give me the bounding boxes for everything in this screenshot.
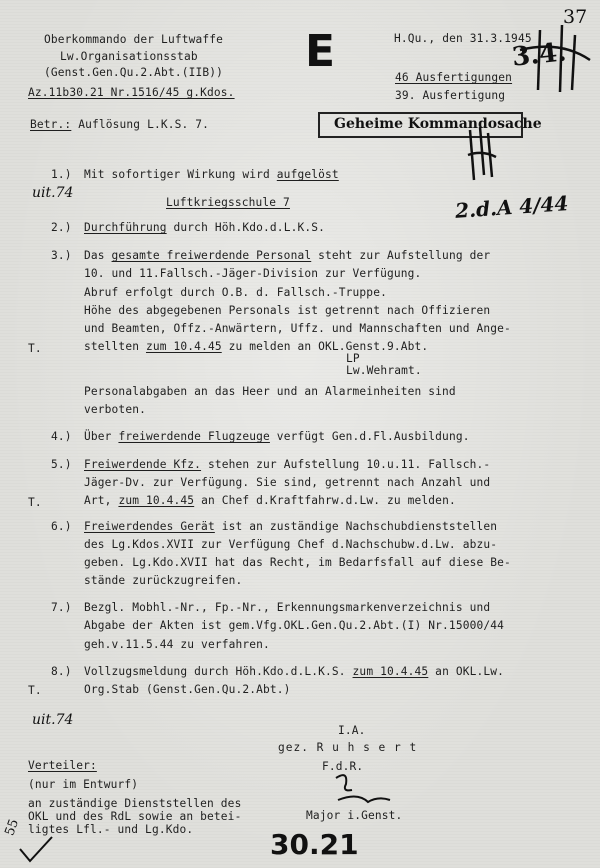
letter-e-mark: E: [305, 26, 336, 77]
stamp-scribble-icon: [462, 125, 502, 185]
item-4-number: 4.): [51, 430, 72, 443]
item-3-line-6: [84, 340, 428, 353]
item-6-line-1: [84, 520, 497, 533]
item-5-line-1: [84, 458, 490, 471]
item-3-number: 3.): [51, 249, 72, 262]
item-3-emphasis: gesamte freiwerdende Personal: [111, 249, 312, 262]
item-3-text-c: stellten: [84, 340, 146, 353]
item-5-deadline: zum 10.4.45: [118, 494, 195, 507]
initials-bottom: uit.74: [32, 712, 74, 728]
place-date: H.Qu., den 31.3.1945: [394, 32, 532, 45]
item-5-line-2: Jäger-Dv. zur Verfügung. Sie sind, getrennt nach Anzahl und: [84, 476, 491, 489]
item-3-line-8: Lw.Wehramt.: [346, 364, 422, 377]
item-3-line-9: Personalabgaben an das Heer und an Alarmeinheiten sind: [84, 385, 456, 398]
item-7-line-3: geh.v.11.5.44 zu verfahren.: [84, 638, 270, 651]
subject-label: Betr.:: [30, 118, 72, 131]
item-8-line-1: [84, 665, 504, 678]
distribution-line-3: ligtes Lfl.- und Lg.Kdo.: [28, 823, 194, 836]
item-6-number: 6.): [51, 520, 72, 533]
item-7-line-2: Abgabe der Akten ist gem.Vfg.OKL.Gen.Qu.2.Abt.(I) Nr.15000/44: [84, 619, 505, 632]
item-4-emphasis: freiwerdende Flugzeuge: [118, 430, 270, 443]
item-1-emphasis: aufgelöst: [276, 168, 339, 181]
subject-line: [30, 118, 209, 131]
signature-ia: I.A.: [338, 724, 366, 737]
left-edge-numbers: 55: [2, 817, 23, 838]
item-6-line-2: des Lg.Kdos.XVII zur Verfügung Chef d.Nachschubw.d.Lw. abzu-: [84, 538, 498, 551]
item-3-line-5: und Beamten, Offz.-Anwärtern, Uffz. und Mannschaften und Ange-: [84, 322, 511, 335]
item-3-text-b: steht zur Aufstellung der: [311, 249, 491, 262]
item-2-number: 2.): [51, 221, 72, 234]
item-2-line-1: [84, 221, 325, 234]
item-3-text-a: Das: [84, 249, 112, 262]
reference-number: Az.11b30.21 Nr.1516/45 g.Kdos.: [28, 86, 235, 99]
corner-handwritten-mark: 3.4.: [510, 37, 568, 73]
item-5-text-c: an Chef d.Kraftfahrw.d.Lw. zu melden.: [194, 494, 456, 507]
item-3-line-2: 10. und 11.Fallsch.-Jäger-Division zur Verfügung.: [84, 267, 422, 280]
filing-mark: 2.d.A 4/44: [454, 191, 570, 223]
item-2-emphasis: Durchführung: [84, 221, 167, 234]
item-3-text-d: zu melden an OKL.Genst.9.Abt.: [221, 340, 429, 353]
item-8-text-b: an OKL.Lw.: [428, 665, 505, 678]
item-5-line-3: [84, 494, 456, 507]
secret-stamp: Geheime Kommandosache: [318, 112, 523, 138]
item-3-deadline: zum 10.4.45: [145, 340, 222, 353]
item-8-deadline: zum 10.4.45: [352, 665, 429, 678]
distribution-note: (nur im Entwurf): [28, 778, 139, 791]
signature-name: gez. R u h s e r t: [278, 741, 418, 754]
item-8-text-a: Vollzugsmeldung durch Höh.Kdo.d.L.K.S.: [84, 665, 353, 678]
item-1-number: 1.): [51, 168, 72, 181]
subject-text: Auflösung L.K.S. 7.: [78, 118, 210, 131]
distribution-heading: Verteiler:: [28, 759, 97, 772]
item-6-line-4: stände zurückzugreifen.: [84, 574, 243, 587]
item-5-text-a: stehen zur Aufstellung 10.u.11. Fallsch.-: [201, 458, 491, 471]
signature-rank: Major i.Genst.: [306, 809, 403, 822]
item-6-emphasis: Freiwerdendes Gerät: [84, 520, 215, 533]
copy-number: 39. Ausfertigung: [395, 89, 506, 102]
item-3-line-4: Höhe des abgegebenen Personals ist getrennt nach Offizieren: [84, 304, 491, 317]
signature-fdr: F.d.R.: [322, 760, 364, 773]
item-4-line-1: [84, 430, 470, 443]
item-2-text: durch Höh.Kdo.d.L.K.S.: [166, 221, 326, 234]
item-7-number: 7.): [51, 601, 72, 614]
authority-line-2: Lw.Organisationsstab: [60, 50, 198, 63]
item-7-line-1: Bezgl. Mobhl.-Nr., Fp.-Nr., Erkennungsmarkenverzeichnis und: [84, 601, 491, 614]
folio-number: 30.21: [270, 828, 359, 861]
item-3-line-3: Abruf erfolgt durch O.B. d. Fallsch.-Truppe.: [84, 286, 387, 299]
page-number: 37: [563, 6, 588, 28]
item-6-line-3: geben. Lg.Kdo.XVII hat das Recht, im Bedarfsfall auf diese Be-: [84, 556, 511, 569]
item-5-number: 5.): [51, 458, 72, 471]
item-3-line-10: verboten.: [84, 403, 146, 416]
corner-scribble-icon: [500, 20, 595, 100]
check-mark-icon: [16, 835, 56, 865]
item-8-number: 8.): [51, 665, 72, 678]
item-3-line-1: [84, 249, 490, 262]
margin-mark-t2: T.: [28, 496, 42, 509]
item-5-emphasis: Freiwerdende Kfz.: [84, 458, 202, 471]
item-4-text-b: verfügt Gen.d.Fl.Ausbildung.: [269, 430, 470, 443]
signature-scribble-icon: [328, 770, 398, 810]
margin-mark-t3: T.: [28, 684, 42, 697]
item-4-text-a: Über: [84, 430, 119, 443]
distribution-line-2: OKL und des RdL sowie an betei-: [28, 810, 242, 823]
authority-line-3: (Genst.Gen.Qu.2.Abt.(IIB)): [44, 66, 224, 79]
item-3-line-7: LP: [346, 352, 360, 365]
item-8-line-2: Org.Stab (Genst.Gen.Qu.2.Abt.): [84, 683, 291, 696]
item-1-line-1: [84, 168, 339, 181]
item-6-text: ist an zuständige Nachschubdienststellen: [214, 520, 498, 533]
authority-line-1: Oberkommando der Luftwaffe: [44, 33, 224, 46]
initials-top: uit.74: [32, 185, 74, 201]
item-1-text: Mit sofortiger Wirkung wird: [84, 168, 277, 181]
distribution-line-1: an zuständige Dienststellen des: [28, 797, 242, 810]
copies-count: 46 Ausfertigungen: [395, 71, 513, 84]
item-5-text-b: Art,: [84, 494, 119, 507]
margin-mark-t1: T.: [28, 342, 42, 355]
item-1-line-2: Luftkriegsschule 7: [166, 196, 290, 209]
